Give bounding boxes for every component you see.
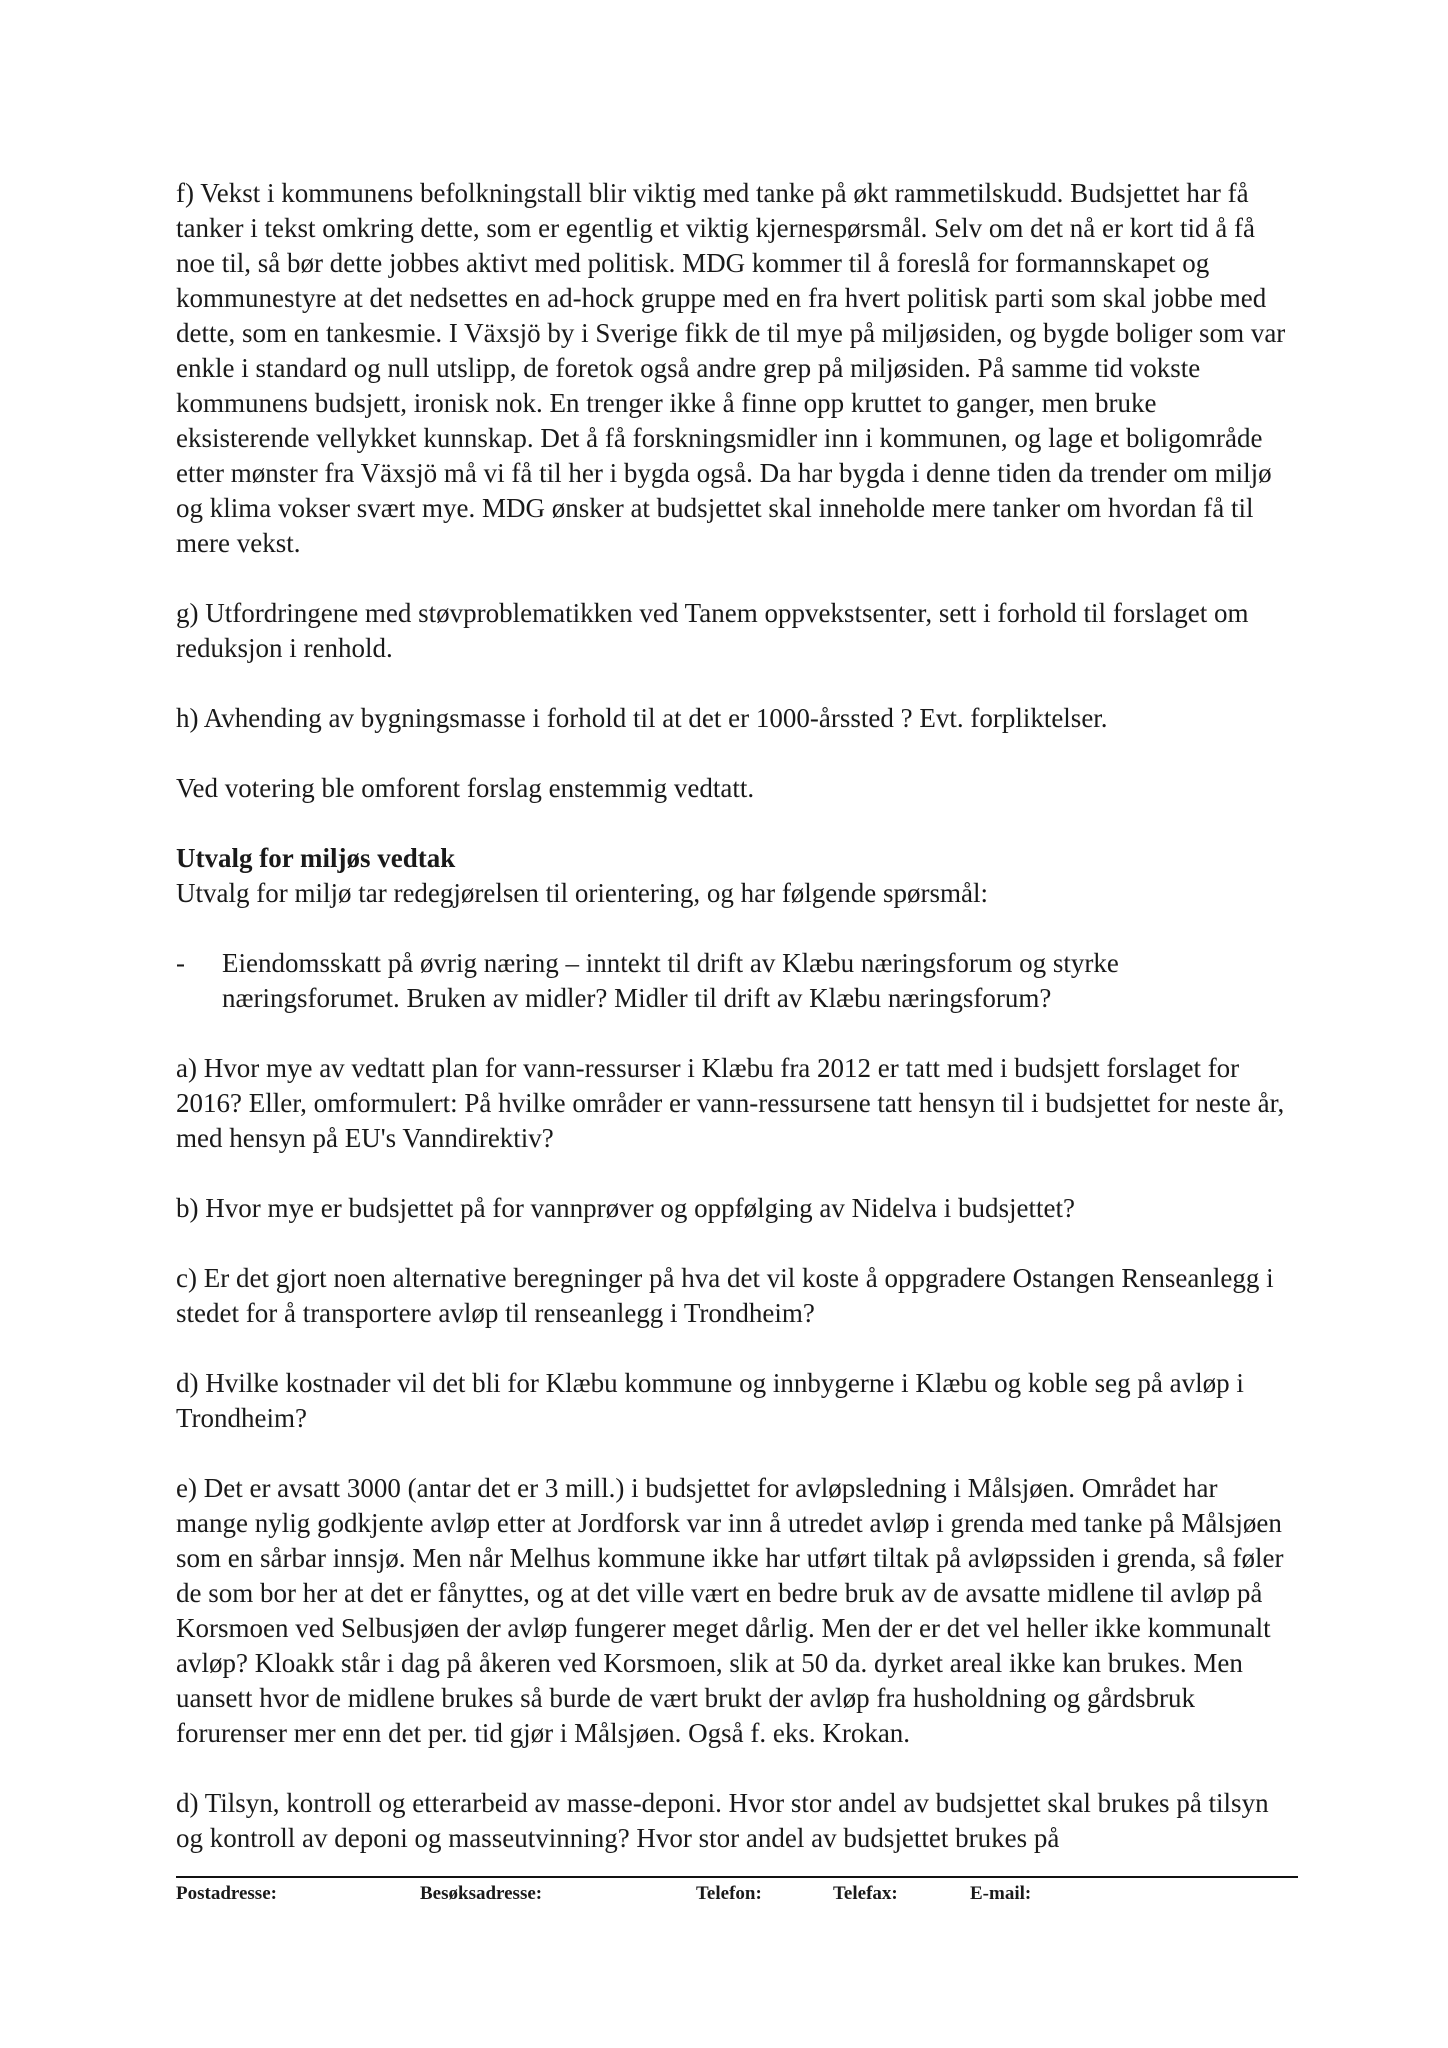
- question-c: c) Er det gjort noen alternative beregninger på hva det vil koste å oppgradere Ostangen Renseanlegg i stedet for å transportere avløp til renseanlegg i Trondheim?: [176, 1263, 1274, 1328]
- list-item: [176, 946, 1296, 1016]
- question-e: e) Det er avsatt 3000 (antar det er 3 mill.) i budsjettet for avløpsledning i Målsjøen. Området har mange nylig godkjente avløp etter at Jordforsk var inn å utredet avløp i grenda med tanke på Målsjøen som en sårbar innsjø. Men når Melhus kommune ikke har utført tiltak på avløpssiden i grenda, så føler de som bor her at det er fånyttes, og at det ville vært en bedre bruk av de avsatte midlene til avløp på Korsmoen ved Selbusjøen der avløp fungerer meget dårlig. Men der er det vel heller ikke kommunalt avløp? Kloakk står i dag på åkeren ved Korsmoen, slik at 50 da. dyrket areal ikke kan brukes. Men uansett hvor de midlene brukes så burde de vært brukt der avløp fra husholdning og gårdsbruk forurenser mer enn det per. tid gjør i Målsjøen. Også f. eks. Krokan.: [176, 1473, 1284, 1748]
- question-b: b) Hvor mye er budsjettet på for vannprøver og oppfølging av Nidelva i budsjettet?: [176, 1193, 1076, 1223]
- page-footer: [176, 1876, 1298, 1904]
- list-item-text: Eiendomsskatt på øvrig næring – inntekt til drift av Klæbu næringsforum og styrke næringsforumet. Bruken av midler? Midler til drift av Klæbu næringsforum?: [222, 948, 1119, 1013]
- voting-result: Ved votering ble omforent forslag enstemmig vedtatt.: [176, 773, 755, 803]
- footer-email: E-mail:: [970, 1883, 1032, 1904]
- section-heading: Utvalg for miljøs vedtak: [176, 843, 456, 873]
- question-d: d) Hvilke kostnader vil det bli for Klæbu kommune og innbygerne i Klæbu og koble seg på avløp i Trondheim?: [176, 1368, 1244, 1433]
- question-d-second: d) Tilsyn, kontroll og etterarbeid av masse-deponi. Hvor stor andel av budsjettet skal brukes på tilsyn og kontroll av deponi og masseutvinning? Hvor stor andel av budsjettet brukes på: [176, 1788, 1269, 1853]
- paragraph-h: h) Avhending av bygningsmasse i forhold til at det er 1000-årssted ? Evt. forpliktelser.: [176, 703, 1108, 733]
- footer-telefon: Telefon:: [696, 1883, 762, 1904]
- paragraph-g: g) Utfordringene med støvproblematikken ved Tanem oppvekstsenter, sett i forhold til forslaget om reduksjon i renhold.: [176, 598, 1249, 663]
- dash-marker: -: [176, 948, 185, 978]
- section-intro: Utvalg for miljø tar redegjørelsen til orientering, og har følgende spørsmål:: [176, 878, 989, 908]
- footer-postadresse: Postadresse:: [176, 1883, 277, 1904]
- question-a: a) Hvor mye av vedtatt plan for vann-ressurser i Klæbu fra 2012 er tatt med i budsjett forslaget for 2016? Eller, omformulert: På hvilke områder er vann-ressursene tatt hensyn til i budsjettet for neste år, med hensyn på EU's Vanndirektiv?: [176, 1053, 1285, 1153]
- document-body: [176, 176, 1296, 1856]
- paragraph-f: f) Vekst i kommunens befolkningstall blir viktig med tanke på økt rammetilskudd. Budsjettet har få tanker i tekst omkring dette, som er egentlig et viktig kjernespørsmål. Selv om det nå er kort tid å få noe til, så bør dette jobbes aktivt med politisk. MDG kommer til å foreslå for formannskapet og kommunestyre at det nedsettes en ad-hock gruppe med en fra hvert politisk parti som skal jobbe med dette, som en tankesmie. I Växsjö by i Sverige fikk de til mye på miljøsiden, og bygde boliger som var enkle i standard og null utslipp, de foretok også andre grep på miljøsiden. På samme tid vokste kommunens budsjett, ironisk nok. En trenger ikke å finne opp kruttet to ganger, men bruke eksisterende vellykket kunnskap. Det å få forskningsmidler inn i kommunen, og lage et boligområde etter mønster fra Växsjö må vi få til her i bygda også. Da har bygda i denne tiden da trender om miljø og klima vokser svært mye. MDG ønsker at budsjettet skal inneholde mere tanker om hvordan få til mere vekst.: [176, 178, 1286, 558]
- footer-besoksadresse: Besøksadresse:: [420, 1883, 543, 1904]
- footer-telefax: Telefax:: [833, 1883, 898, 1904]
